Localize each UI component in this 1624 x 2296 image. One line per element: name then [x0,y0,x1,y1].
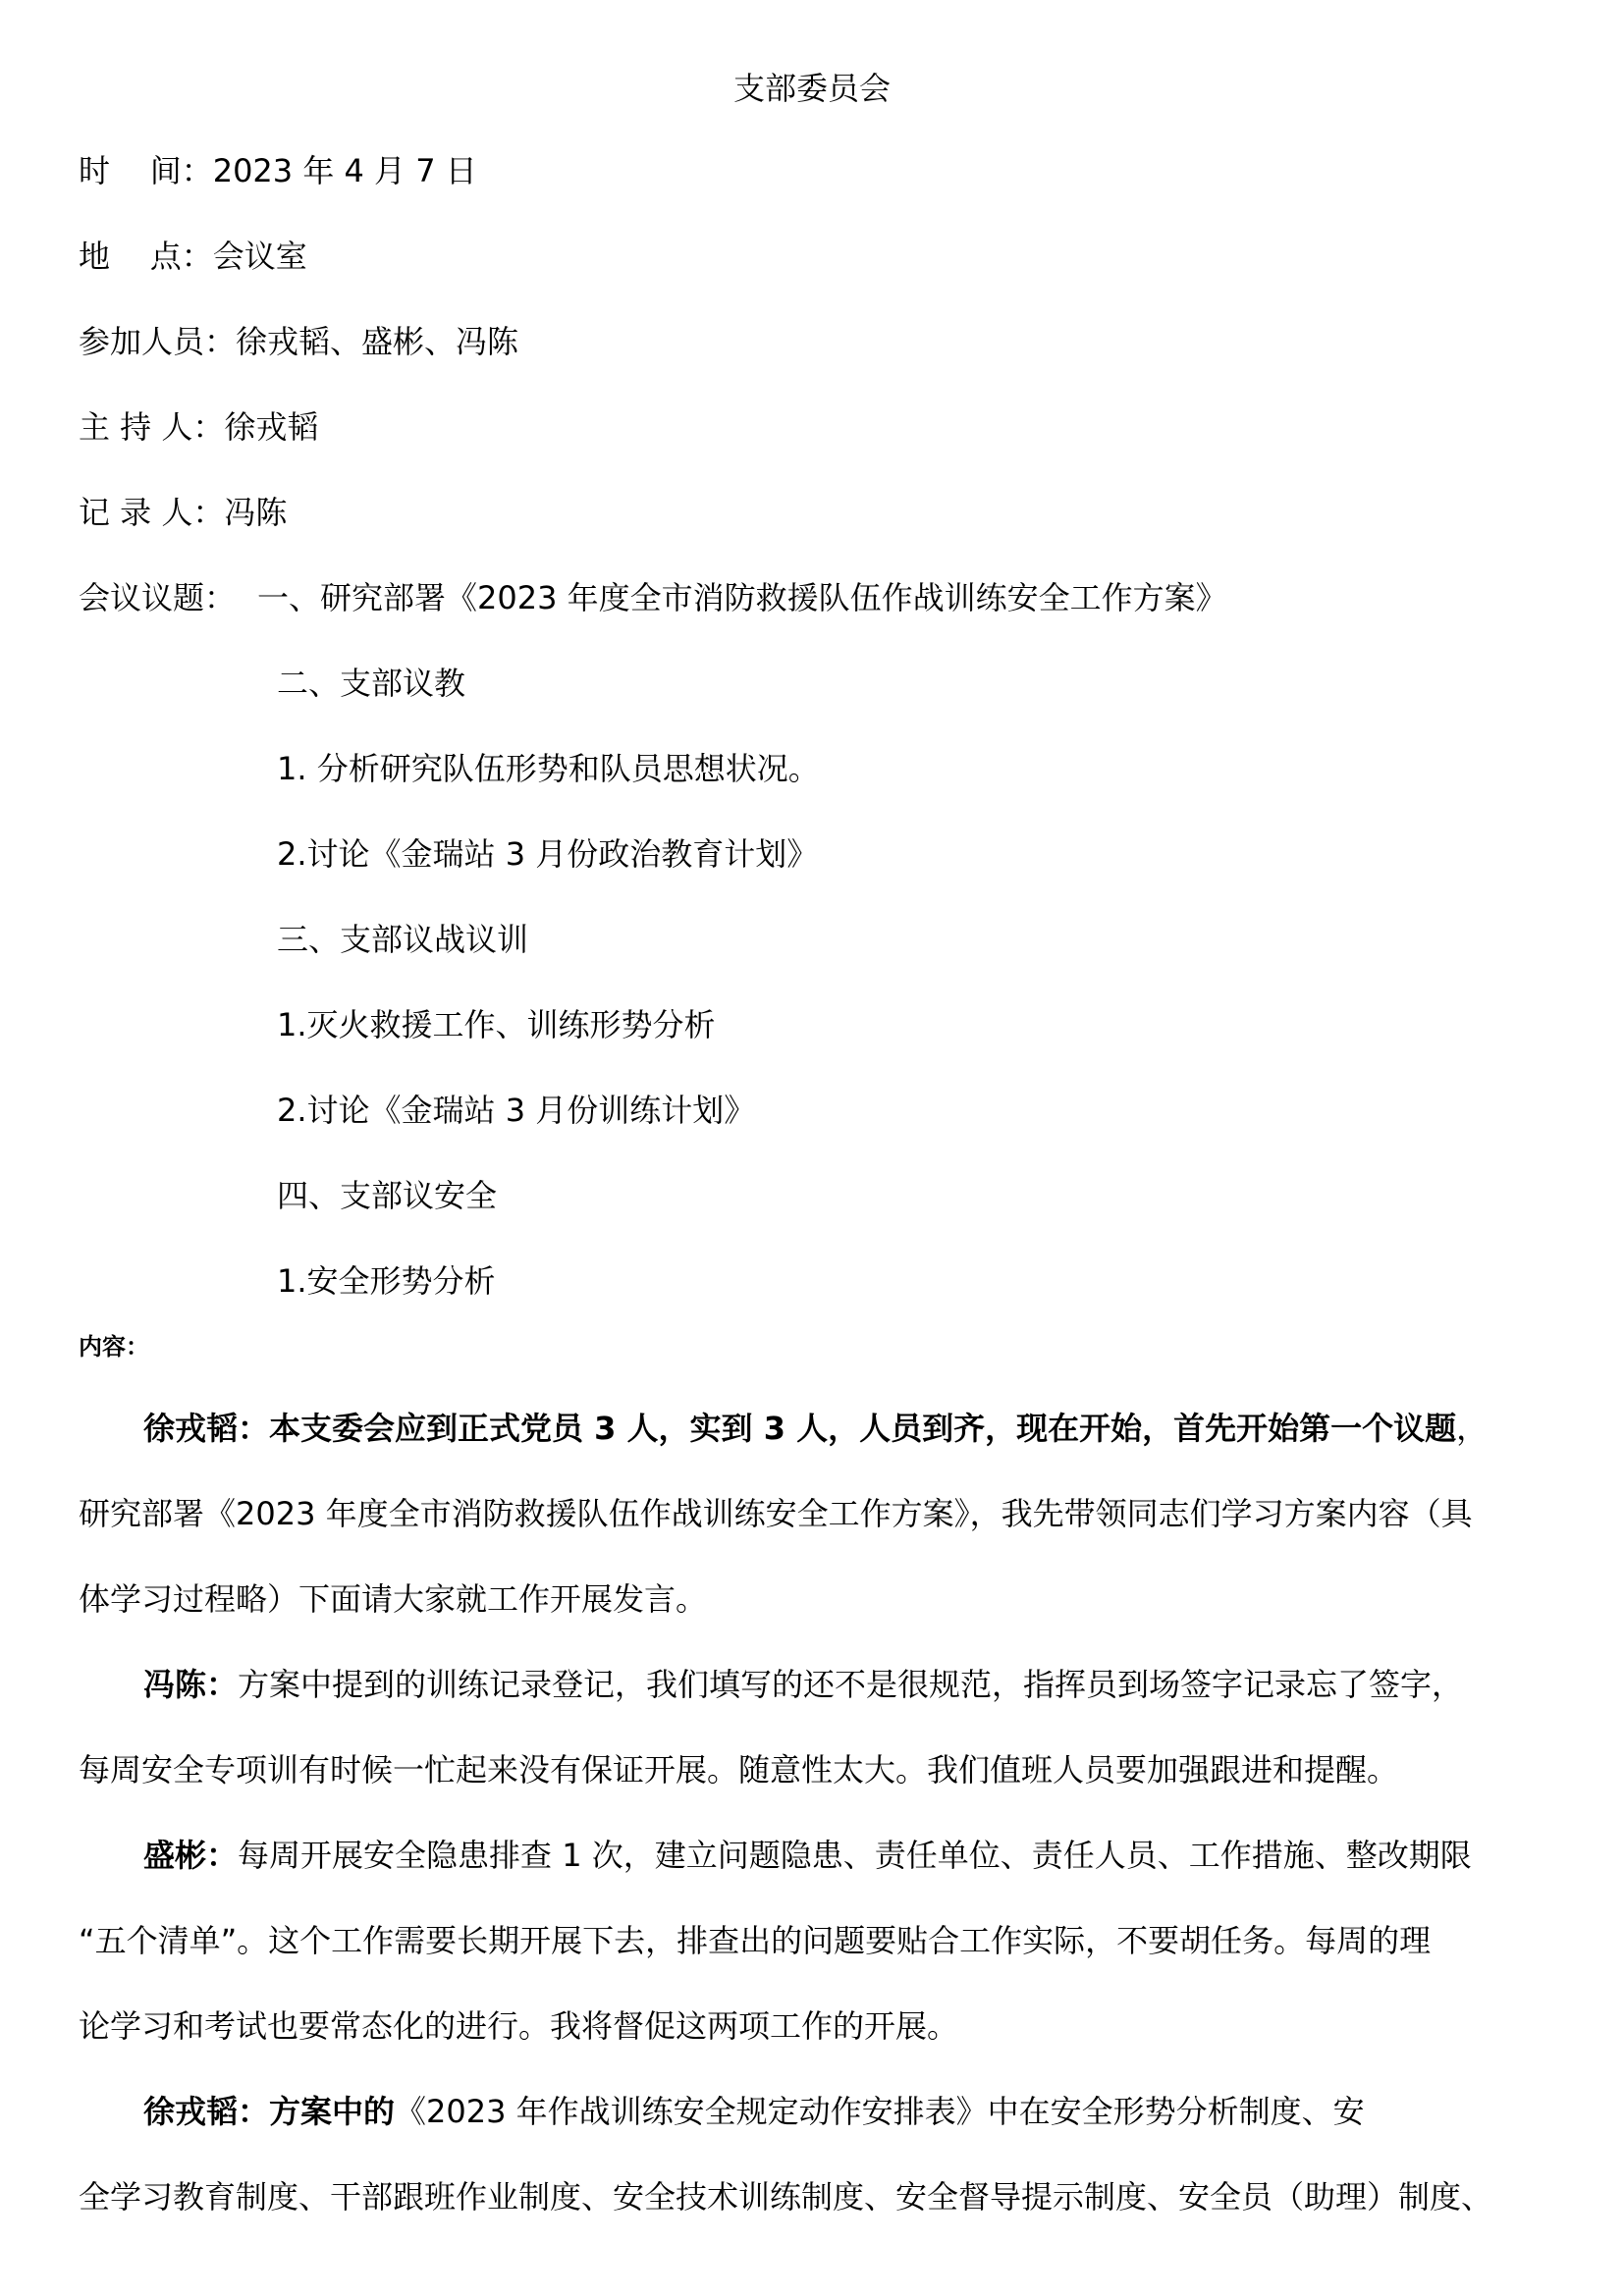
meta-row [79,491,287,534]
content-line [79,1492,1473,1535]
bold-text: 方案中的 [269,2093,396,2130]
meta-label: 时 间： [79,152,213,189]
content-label: 内容： [79,1333,149,1361]
meta-row [79,149,477,192]
agenda-label: 会议议题： [79,579,237,616]
agenda-item: 2.讨论《金瑞站 3 月份政治教育计划》 [277,835,819,873]
meta-row [79,235,307,278]
text: 全学习教育制度、干部跟班作业制度、安全技术训练制度、安全督导提示制度、安全员（助理）制度、 [79,2178,1493,2216]
document-title: 支部委员会 [732,70,891,107]
agenda-item: 三、支部议战议训 [277,921,529,958]
bold-text: 盛彬： [143,1837,239,1874]
meta-label: 地 点： [79,238,213,275]
agenda-item: 1.灭火救援工作、训练形势分析 [277,1006,716,1043]
agenda-item: 2.讨论《金瑞站 3 月份训练计划》 [277,1092,756,1129]
meta-row [79,320,518,363]
meta-row [79,405,318,449]
text: 每周开展安全隐患排查 1 次，建立问题隐患、责任单位、责任人员、工作措施、整改期限 [238,1837,1472,1874]
content-line [79,2004,958,2048]
text: “五个清单”。这个工作需要长期开展下去，排查出的问题要贴合工作实际，不要胡任务。每周的理 [79,1922,1432,1959]
text: 《2023 年作战训练安全规定动作安排表》中在安全形势分析制度、安 [395,2093,1365,2130]
text: 研究部署《2023 年度全市消防救援队伍作战训练安全工作方案》，我先带领同志们学习方案内容（具 [79,1495,1473,1532]
content-line [79,1919,1431,1962]
content-line [79,1577,707,1621]
meta-value: 会议室 [212,238,307,275]
meta-value: 徐戎韬 [224,408,319,446]
content-line [143,2090,1365,2133]
content-line [79,2175,1492,2218]
text: 每周安全专项训有时候一忙起来没有保证开展。随意性太大。我们值班人员要加强跟进和提醒。 [79,1751,1399,1789]
agenda-item: 一、研究部署《2023 年度全市消防救援队伍作战训练安全工作方案》 [257,579,1227,616]
meta-label: 参加人员： [79,323,237,360]
meta-value: 2023 年 4 月 7 日 [212,152,477,189]
content-line [143,1834,1472,1877]
meta-value: 徐戎韬、盛彬、冯陈 [236,323,519,360]
bold-text: 徐戎韬： [143,2093,270,2130]
content-line [143,1407,1488,1450]
text: ， [1456,1410,1489,1447]
content-line [79,1748,1398,1791]
agenda-item: 1. 分析研究队伍形势和队员思想状况。 [277,750,820,787]
meta-label: 记 录 人： [79,494,225,531]
content-line [143,1663,1463,1706]
meta-label: 主 持 人： [79,408,225,446]
text: 论学习和考试也要常态化的进行。我将督促这两项工作的开展。 [79,2007,959,2045]
agenda-item: 二、支部议教 [277,665,466,702]
bold-text: 冯陈： [143,1666,239,1703]
bold-text: 徐戎韬：本支委会应到正式党员 3 人，实到 3 人，人员到齐，现在开始，首先开始第一个议题 [143,1410,1457,1447]
meta-value: 冯陈 [224,494,288,531]
agenda-item: 四、支部议安全 [277,1177,498,1214]
agenda-item: 1.安全形势分析 [277,1262,496,1300]
text: 方案中提到的训练记录登记，我们填写的还不是很规范，指挥员到场签字记录忘了签字， [238,1666,1464,1703]
text: 体学习过程略）下面请大家就工作开展发言。 [79,1580,708,1618]
